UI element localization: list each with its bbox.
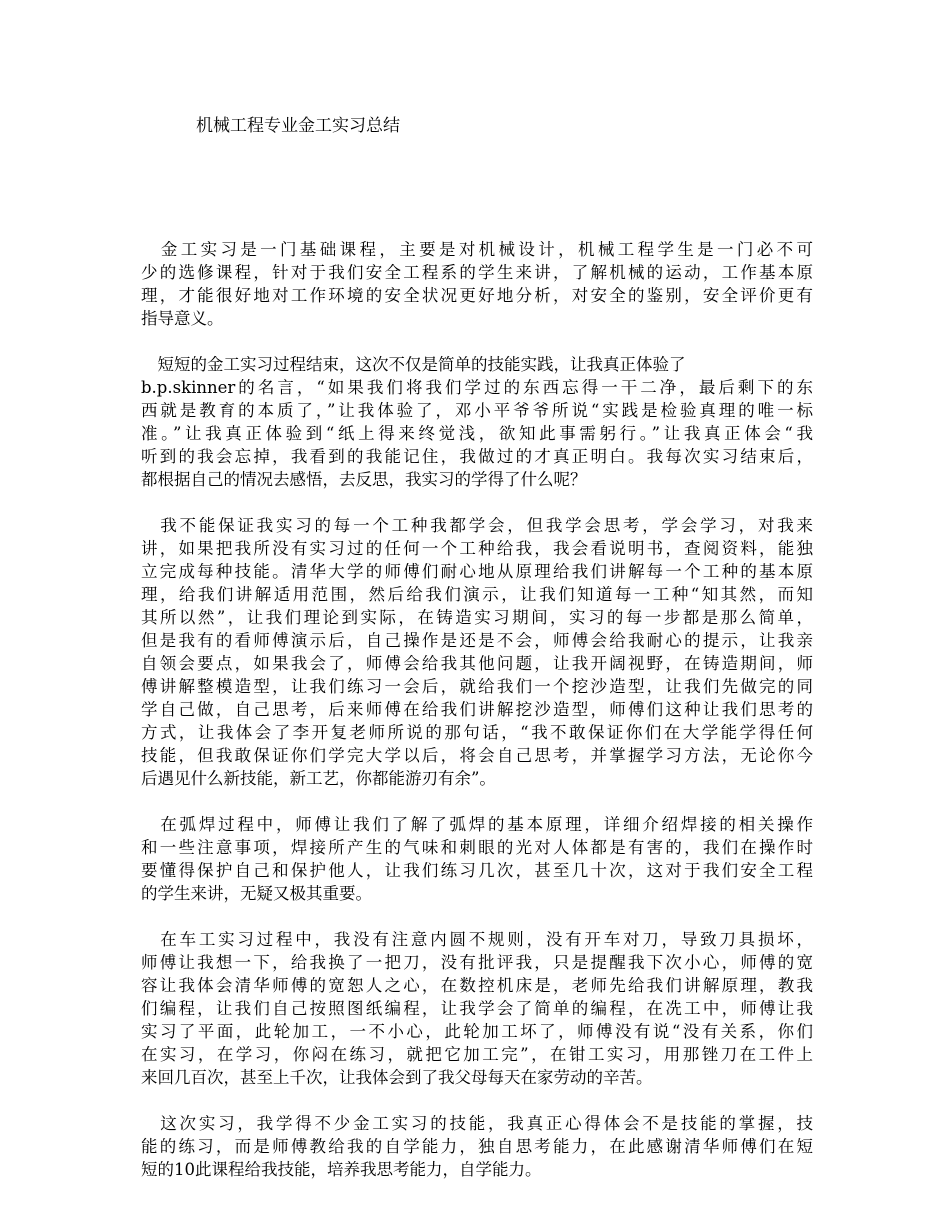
text-line: 听到的我会忘掉，我看到的我能记住，我做过的才真正明白。我每次实习结束后，: [141, 447, 813, 466]
text-line: 理，才能很好地对工作环境的安全状况更好地分析，对安全的鉴别，安全评价更有: [141, 286, 813, 305]
text-line: 来回几百次，甚至上千次，让我体会到了我父母每天在家劳动的辛苦。: [141, 1068, 653, 1087]
text-line: 方式，让我体会了李开复老师所说的那句话，“我不敢保证你们在大学能学得任何: [141, 723, 813, 742]
text-line: 在车工实习过程中，我没有注意内圆不规则，没有开车对刀，导致刀具损坏，: [141, 930, 813, 949]
text-line: 实习了平面，此轮加工，一不小心，此轮加工坏了，师傅没有说“没有关系，你们: [141, 1022, 813, 1041]
text-line: 讲，如果把我所没有实习过的任何一个工种给我，我会看说明书，查阅资料，能独: [141, 539, 813, 558]
text-line: 后遇见什么新技能，新工艺，你都能游刃有余”。: [141, 769, 496, 788]
text-line: 西就是教育的本质了，”让我体验了，邓小平爷爷所说“实践是检验真理的唯一标: [141, 401, 813, 420]
text-line: 们编程，让我们自己按照图纸编程，让我学会了简单的编程，在冼工中，师傅让我: [141, 999, 813, 1018]
text-line: 短短的金工实习过程结束，这次不仅是简单的技能实践，让我真正体验了: [141, 355, 686, 374]
text-line: 少的选修课程，针对于我们安全工程系的学生来讲，了解机械的运动，工作基本原: [141, 263, 813, 282]
text-line: 自领会要点，如果我会了，师傅会给我其他问题，让我开阔视野，在铸造期间，师: [141, 654, 813, 673]
text-line: 短的10此课程给我技能，培养我思考能力，自学能力。: [141, 1160, 542, 1179]
text-line: 能的练习，而是师傅教给我的自学能力，独自思考能力，在此感谢清华师傅们在短: [141, 1137, 813, 1156]
text-line: 指导意义。: [141, 309, 224, 328]
text-line: 理，给我们讲解适用范围，然后给我们演示，让我们知道每一工种“知其然，而知: [141, 585, 813, 604]
paragraph-5: [141, 928, 813, 1089]
text-line: 这次实习，我学得不少金工实习的技能，我真正心得体会不是技能的掌握，技: [141, 1114, 813, 1133]
text-line: 和一些注意事项，焊接所产生的气味和刺眼的光对人体都是有害的，我们在操作时: [141, 838, 813, 857]
paragraph-3: [141, 514, 813, 790]
text-line: 金工实习是一门基础课程，主要是对机械设计，机械工程学生是一门必不可: [141, 240, 813, 259]
text-line: 立完成每种技能。清华大学的师傅们耐心地从原理给我们讲解每一个工种的基本原: [141, 562, 813, 581]
text-line: 傅讲解整模造型，让我们练习一会后，就给我们一个挖沙造型，让我们先做完的同: [141, 677, 813, 696]
paragraph-6: [141, 1112, 813, 1181]
text-line: 在弧焊过程中，师傅让我们了解了弧焊的基本原理，详细介绍焊接的相关操作: [141, 815, 813, 834]
text-line: 我不能保证我实习的每一个工种我都学会，但我学会思考，学会学习，对我来: [141, 516, 813, 535]
text-line: 学自己做，自己思考，后来师傅在给我们讲解挖沙造型，师傅们这种让我们思考的: [141, 700, 813, 719]
paragraph-2: [141, 353, 813, 491]
text-line: 的学生来讲，无疑又极其重要。: [141, 884, 372, 903]
text-line: 技能，但我敢保证你们学完大学以后，将会自己思考，并掌握学习方法，无论你今: [141, 746, 813, 765]
paragraph-1: [141, 238, 813, 330]
text-line: 要懂得保护自己和保护他人，让我们练习几次，甚至几十次，这对于我们安全工程: [141, 861, 813, 880]
text-line: 容让我体会清华师傅的宽恕人之心，在数控机床是，老师先给我们讲解原理，教我: [141, 976, 813, 995]
text-line: 准。”让我真正体验到“纸上得来终觉浅，欲知此事需躬行。”让我真正体会“我: [141, 424, 813, 443]
text-line: 师傅让我想一下，给我换了一把刀，没有批评我，只是提醒我下次小心，师傅的宽: [141, 953, 813, 972]
document-title: 机械工程专业金工实习总结: [196, 116, 400, 136]
text-line: 在实习，在学习，你闷在练习，就把它加工完”，在钳工实习，用那锉刀在工件上: [141, 1045, 813, 1064]
text-line: 其所以然”，让我们理论到实际，在铸造实习期间，实习的每一步都是那么简单，: [141, 608, 813, 627]
text-line: 但是我有的看师傅演示后，自己操作是还是不会，师傅会给我耐心的提示，让我亲: [141, 631, 813, 650]
text-line: 都根据自己的情况去感悟，去反思，我实习的学得了什么呢？: [141, 470, 587, 489]
document-body: [141, 238, 813, 1204]
text-line: b.p.skinner的名言，“如果我们将我们学过的东西忘得一干二净，最后剩下的东: [141, 378, 813, 397]
paragraph-4: [141, 813, 813, 905]
